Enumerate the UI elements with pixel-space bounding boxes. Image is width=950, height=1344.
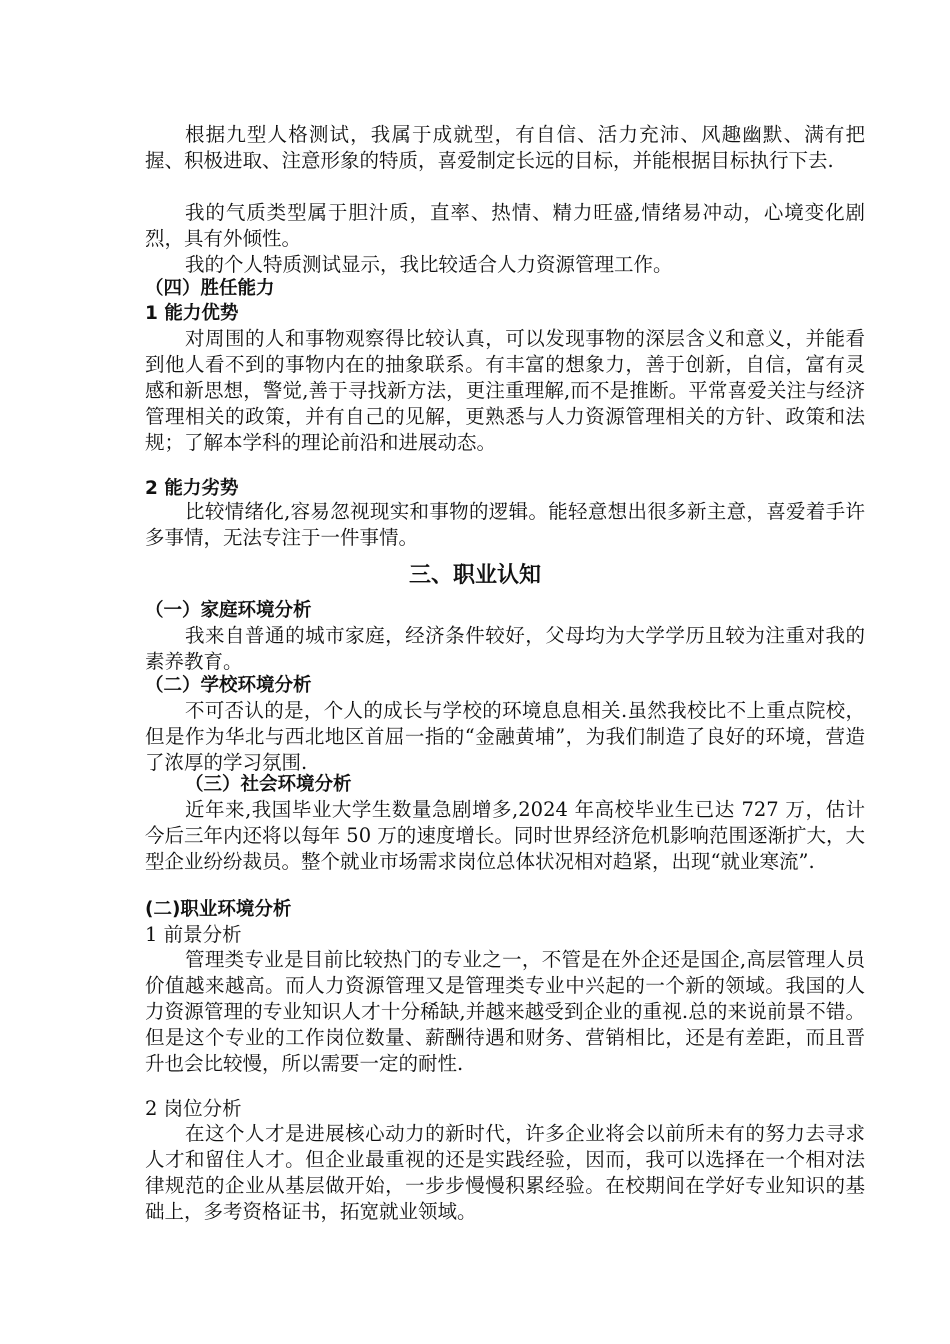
paragraph-traits: 我的个人特质测试显示，我比较适合人力资源管理工作。 xyxy=(185,253,673,276)
paragraph-school: 不可否认的是，个人的成长与学校的环境息息相关.虽然我校比不上重点院校，但是作为华北与西北地区首屈一指的“金融黄埔”，为我们制造了良好的环境，营造了浓厚的学习氛围. xyxy=(145,699,865,774)
heading-prospect: 1 前景分析 xyxy=(145,923,242,946)
section-title: 三、职业认知 xyxy=(408,563,541,588)
paragraph-personality: 根据九型人格测试，我属于成就型，有自信、活力充沛、风趣幽默、满有把握、积极进取、注意形象的特质，喜爱制定长远的目标，并能根据目标执行下去. xyxy=(145,123,865,172)
heading-society: （三）社会环境分析 xyxy=(185,774,352,795)
heading-family: （一）家庭环境分析 xyxy=(145,600,312,621)
heading-career-environment: (二)职业环境分析 xyxy=(145,899,292,920)
paragraph-weakness: 比较情绪化,容易忽视现实和事物的逻辑。能轻意想出很多新主意，喜爱着手许多事情，无法专注于一件事情。 xyxy=(145,500,865,549)
paragraph-prospect: 管理类专业是目前比较热门的专业之一，不管是在外企还是国企,高层管理人员价值越来越高。而人力资源管理又是管理类专业中兴起的一个新的领域。我国的人力资源管理的专业知识人才十分稀缺,并越来越受到企业的重视.总的来说前景不错。但是这个专业的工作岗位数量、薪酬待遇和财务、营销相比，还是有差距，而且晋升也会比较慢，所以需要一定的耐性. xyxy=(145,948,865,1075)
paragraph-strength: 对周围的人和事物观察得比较认真，可以发现事物的深层含义和意义，并能看到他人看不到的事物内在的抽象联系。有丰富的想象力，善于创新，自信，富有灵感和新思想，警觉,善于寻找新方法，更注重理解,而不是推断。平常喜爱关注与经济管理相关的政策，并有自己的见解，更熟悉与人力资源管理相关的方针、政策和法规；了解本学科的理论前沿和进展动态。 xyxy=(145,327,865,454)
paragraph-temperament: 我的气质类型属于胆汁质，直率、热情、精力旺盛,情绪易冲动，心境变化剧烈，具有外倾性。 xyxy=(145,201,865,250)
paragraph-family: 我来自普通的城市家庭，经济条件较好，父母均为大学学历且较为注重对我的素养教育。 xyxy=(145,624,865,673)
heading-school: （二）学校环境分析 xyxy=(145,675,312,696)
heading-position: 2 岗位分析 xyxy=(145,1097,242,1120)
heading-competence: （四）胜任能力 xyxy=(145,278,275,299)
heading-weakness: 2 能力劣势 xyxy=(145,478,239,499)
paragraph-position: 在这个人才是进展核心动力的新时代，许多企业将会以前所未有的努力去寻求人才和留住人才。但企业最重视的还是实践经验，因而，我可以选择在一个相对法律规范的企业从基层做开始，一步步慢慢积累经验。在校期间在学好专业知识的基础上，多考资格证书，拓宽就业领域。 xyxy=(145,1122,865,1223)
heading-strength: 1 能力优势 xyxy=(145,303,239,324)
paragraph-society: 近年来,我国毕业大学生数量急剧增多,2024 年高校毕业生已达 727 万，估计今后三年内还将以每年 50 万的速度增长。同时世界经济危机影响范围逐渐扩大，大型企业纷纷裁员。整个就业市场需求岗位总体状况相对趋紧，出现“就业寒流”. xyxy=(145,798,865,873)
